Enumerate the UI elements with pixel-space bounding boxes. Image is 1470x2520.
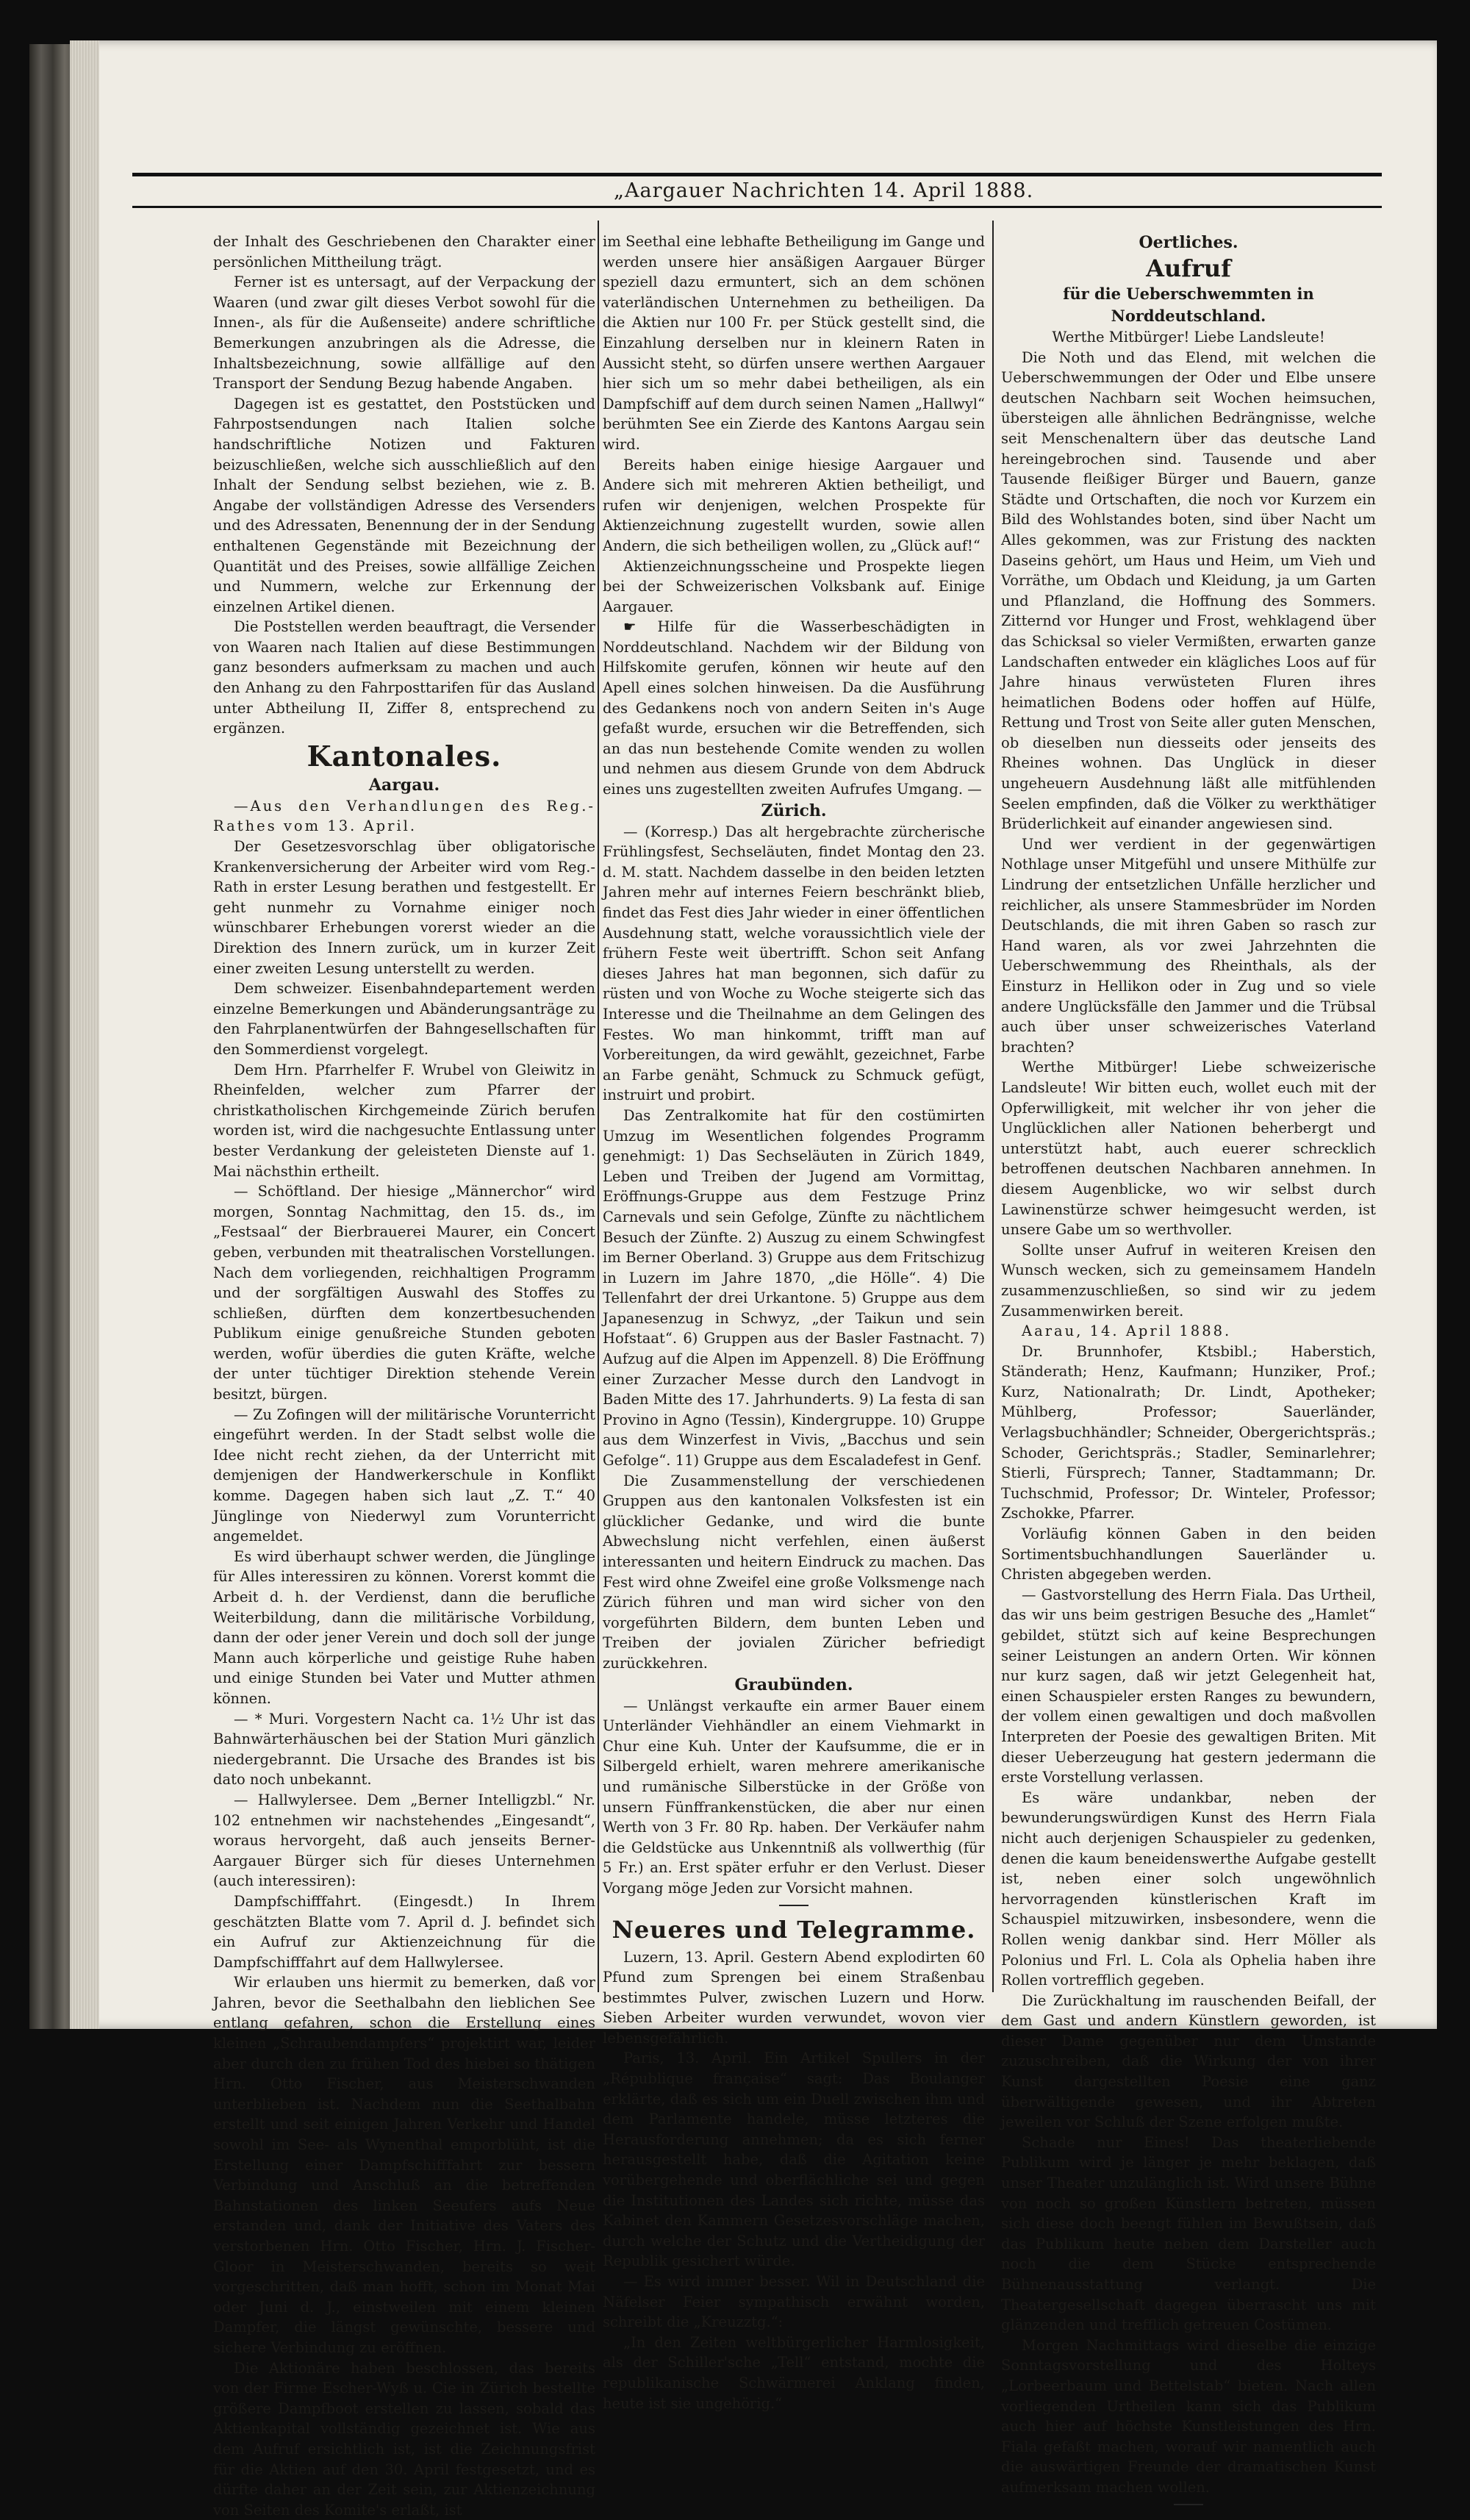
column-divider-1 — [598, 221, 599, 1992]
header-rule — [132, 206, 1382, 208]
page-header: „Aargauer Nachrichten 14. April 1888. — [614, 179, 1034, 202]
subheading-ueberschwemmte: für die Ueberschwemmten in Norddeutschland. — [1063, 284, 1314, 325]
paragraph: Luzern, 13. April. Gestern Abend explodirten 60 Pfund zum Sprengen bei einem Straßenbau bestimmtes Pulver, zwischen Luzern und Horw. Sieben Arbeiter wurden verwundet, wovon vier lebensgefährlich. — [603, 1948, 985, 2047]
subheading-oertliches: Oertliches. — [1139, 233, 1238, 252]
paragraph: Die Poststellen werden beauftragt, die Versender von Waaren nach Italien auf diese Bestimmungen ganz besonders aufmerksam zu machen und auch den Anhang zu den Fahrposttarifen für das Ausland unter Abtheilung II, Ziffer 8, entsprechend zu ergänzen. — [213, 618, 595, 737]
paragraph: Und wer verdient in der gegenwärtigen Nothlage unser Mitgefühl und unsere Mithülfe zur Lindrung der entsetzlichen Unfälle herzlicher und reichlicher, als unsere Stammesbrüder im Norden Deutschlands, die mit ihren Gaben so rasch zur Hand waren, als vor zwei Jahrzehnten die Ueberschwemmung des Rheinthals, als der Einsturz in Hellikon oder in Zug und so viele andere Unglücksfälle den Jammer und die Trübsal auch über unser schweizerisches Vaterland brachten? — [1001, 835, 1376, 1056]
paragraph: Dampfschifffahrt. (Eingesdt.) In Ihrem geschätzten Blatte vom 7. April d. J. befindet sich ein Aufruf zur Aktienzeichnung für die Dampfschifffahrt auf dem Hallwylersee. — [213, 1892, 595, 1971]
column-3 — [1001, 232, 1376, 2496]
page-stack-edge — [70, 40, 99, 2029]
separator — [779, 1905, 808, 1906]
paragraph: Die Aktionäre haben beschlossen, das bereits von der Firme Escher-Wyß u. Cie in Zürich bestellte größere Dampfboot erstellen zu lassen, sobald das Aktienkapital vollständig gezeichnet ist. Wie aus dem Aufruf ersichtlich ist, ist die Zeichnungsfrist für die Aktien auf den 30. April festgesetzt, und es dürfte daher an der Zeit sein, zur Aktienzeichnung von Seiten des Komite's erlaßt, ist — [213, 2359, 595, 2519]
column-1 — [213, 232, 595, 2519]
paragraph: — Zu Zofingen will der militärische Vorunterricht eingeführt werden. In der Stadt selbst wolle die Idee nicht recht ziehen, da der Unterricht mit demjenigen der Handwerkerschule in Konflikt komme. Dagegen haben sich laut „Z. T.“ 40 Jünglinge von Niederwyl zum Vorunterricht angemeldet. — [213, 1406, 595, 1545]
paragraph: — (Korresp.) Das alt hergebrachte zürcherische Frühlingsfest, Sechseläuten, findet Montag den 23. d. M. statt. Nachdem dasselbe in den beiden letzten Jahren mehr auf internes Feiern beschränkt blieb, findet das Fest dies Jahr wieder in einer öffentlichen Ausdehnung statt, welche voraussichtlich viele der frühern Feste weit übertrifft. Schon seit Anfang dieses Jahres hat man begonnen, sich dafür zu rüsten und von Woche zu Woche steigerte sich das Interesse und die Theilnahme an dem Gelingen des Festes. Wo man hinkommt, trifft man auf Vorbereitungen, da wird gewählt, gezeichnet, Farbe an Farbe genäht, Schmuck zu Schmuck gefügt, instruirt und probirt. — [603, 823, 985, 1104]
paragraph: Bereits haben einige hiesige Aargauer und Andere sich mit mehreren Aktien betheiligt, und rufen wir denjenigen, welchen Prospekte für Aktienzeichnung zugestellt wurden, sowie allen Andern, die sich betheiligen wollen, zu „Glück auf!“ — [603, 456, 985, 554]
signatories: Dr. Brunnhofer, Ktsbibl.; Haberstich, Ständerath; Henz, Kaufmann; Hunziker, Prof.; Kurz, Nationalrath; Dr. Lindt, Apotheker; Mühlberg, Professor; Sauerländer, Verlagsbuchhändler; Schneider, Obergerichtspräs.; Schoder, Gerichtspräs.; Stadler, Seminarlehrer; Stierli, Fürsprech; Tanner, Stadtammann; Dr. Tuchschmid, Professor; Dr. Winteler, Professor; Zschokke, Pfarrer. — [1001, 1342, 1376, 1522]
paragraph: Die Zusammenstellung der verschiedenen Gruppen aus den kantonalen Volksfesten ist ein glücklicher Gedanke, und wird die bunte Abwechslung nicht verfehlen, einen äußerst interessanten und heitern Eindruck zu machen. Das Fest wird ohne Zweifel eine große Volksmenge nach Zürich führen und man wird sicher von den vorgeführten Bildern, dem bunten Leben und Treiben der jovialen Züricher befriedigt zurückkehren. — [603, 1472, 985, 1672]
section-heading-kantonales: Kantonales. — [306, 739, 502, 773]
paragraph: Es wäre undankbar, neben der bewunderungswürdigen Kunst des Herrn Fiala nicht auch derjenigen Schauspieler zu gedenken, denen die kaum beneidenswerthe Aufgabe gestellt ist, neben einer solch ungewöhnlich hervorragenden künstlerischen Kraft im Schauspiel mitzuwirken, insbesondere, wenn die Rollen wenig dankbar sind. Herr Möller als Polonius und Frl. L. Cola als Ophelia haben ihre Rollen vortrefflich gegeben. — [1001, 1789, 1376, 1989]
paragraph: Vorläufig können Gaben in den beiden Sortimentsbuchhandlungen Sauerländer u. Christen abgegeben werden. — [1001, 1525, 1376, 1583]
paragraph: Wir erlauben uns hiermit zu bemerken, daß vor Jahren, bevor die Seethalbahn den lieblichen See entlang gefahren, schon die Erstellung eines kleinen „Schraubendampfers“ projektirt war, leider aber durch den zu frühen Tod des hiebei so thätigen Hrn. Otto Fischer, aus Meisterschwanden unterblieben ist. Nachdem nun die Seethalbahn erstellt und seit einigen Jahren Verkehr und Handel sowohl im See- als Wynenthal emporblüht, ist die Erstellung einer Dampfschifffahrt zur bessern Verbindung und Anschluß an die betreffenden Bahnstationen des linken Seeufers aufs Neue erstanden und, dank der Initiative des Vaters des verstorbenen Hrn. Otto Fischer, Hrn. J. Fischer-Gloor in Meisterschwanden, bereits so weit vorgeschritten, daß man hofft, schon im Monat Mai oder Juni d. J., einstweilen mit einem kleinen Dampfer, die längst gewünschte, bessere und sichere Verbindung zu eröffnen. — [213, 1974, 595, 2356]
subheading-graubuenden: Graubünden. — [734, 1675, 853, 1694]
paragraph: Der Gesetzesvorschlag über obligatorische Krankenversicherung der Arbeiter wird vom Reg.-Rath in erster Lesung berathen und festgestellt. Er geht nunmehr zu Vornahme einiger noch wünschbarer Erhebungen vorerst wieder an die Direktion des Innern zurück, um in kurzer Zeit einer zweiten Lesung unterstellt zu werden. — [213, 838, 595, 977]
paragraph: Die Noth und das Elend, mit welchen die Ueberschwemmungen der Oder und Elbe unsere deutschen Nachbarn seit Wochen heimsuchen, übersteigen alle ähnlichen Bedrängnisse, welche seit Menschenaltern über das deutsche Land hereingebrochen sind. Tausende und aber Tausende fleißiger Bürger und Bauern, ganze Städte und Ortschaften, die noch vor Kurzem ein Bild des Wohlstandes boten, sind über Nacht um Alles gekommen, was zur Fristung des nackten Daseins gehört, um Haus und Heim, um Vieh und Vorräthe, um Obdach und Kleidung, ja um Garten und Pflanzland, die Hoffnung des Sommers. Zitternd vor Hunger und Frost, wehklagend über das Schicksal so vieler Vermißten, erwarten ganze Landschaften entweder ein klägliches Loos auf für Jahre hinaus verwüsteten Fluren ihres heimatlichen Bodens oder hoffen auf Hülfe, Rettung und Trost von Seite aller guten Menschen, ob dieselben nun diesseits oder jenseits des Rheines wohnen. Das Unglück in dieser ungeheuern Ausdehnung läßt alle mitfühlenden Seelen empfinden, daß die Völker zu werkthätiger Brüderlichkeit auf einander angewiesen sind. — [1001, 348, 1376, 833]
heading-aufruf: Aufruf — [1146, 254, 1231, 282]
paragraph: der Inhalt des Geschriebenen den Charakter einer persönlichen Mittheilung trägt. — [213, 233, 595, 271]
top-rule — [132, 173, 1382, 176]
paragraph: Morgen Nachmittags wird dieselbe die einzige Sonntagsvorstellung und des Holteys „Lorbeerbaum und Bettelstab“ bieten. Nach allen vorliegenden Urtheilen kann sich das Publikum auch hier auf höchste Kunstleistungen des Hrn. Fiala gefaßt machen, worauf wir namentlich auch die auswärtigen Freunde der dramatischen Kunst aufmerksam machen wollen. — [1001, 2336, 1376, 2496]
paragraph: —Aus den Verhandlungen des Reg.-Rathes vom 13. April. — [213, 797, 595, 835]
paragraph: — Schöftland. Der hiesige „Männerchor“ wird morgen, Sonntag Nachmittag, den 15. ds., im „Festsaal“ der Bierbrauerei Maurer, ein Concert geben, verbunden mit theatralischen Vorstellungen. Nach dem vorliegenden, reichhaltigen Programm und der sorgfältigen Auswahl des Stoffes zu schließen, dürften dem konzertbesuchenden Publikum einige genußreiche Stunden geboten werden, wofür überdies die guten Kräfte, welche der unter tüchtiger Direktion stehende Verein besitzt, bürgen. — [213, 1183, 595, 1403]
paragraph: — Gastvorstellung des Herrn Fiala. Das Urtheil, das wir uns beim gestrigen Besuche des „Hamlet“ gebildet, stützt sich auf keine Besprechungen seiner Leistungen an andern Orten. Wir können nur kurz sagen, daß wir jetzt Gelegenheit hat, einen Schauspieler ersten Ranges zu bewundern, der vollem einen gewaltigen und doch maßvollen Interpreten der Poesie des gewaltigen Briten. Mit dieser Ueberzeugung hat gestern jedermann die erste Vorstellung verlassen. — [1001, 1586, 1376, 1786]
paragraph: Es wird überhaupt schwer werden, die Jünglinge für Alles interessiren zu können. Vorerst kommt die Arbeit d. h. der Verdienst, dann die berufliche Weiterbildung, dann die militärische Vorbildung, dann der oder jener Verein und doch soll der junge Mann auch körperliche und geistige Ruhe haben und einige Stunden bei Vater und Mutter athmen können. — [213, 1547, 595, 1707]
paragraph: Dem schweizer. Eisenbahndepartement werden einzelne Bemerkungen und Abänderungsanträge zu den Fahrplanentwürfen der Bahngesellschaften für den Sommerdienst vorgelegt. — [213, 980, 595, 1058]
paragraph: Die Zurückhaltung im rauschenden Beifall, der dem Gast und andern Künstlern geworden, ist dieser Dame gegenüber nur dem Umstande zuzuschreiben, daß die Wirkung der von ihrer Kunst dargestellten Poesie eine ganz überwältigende gewesen, und ihr Abtreten jeweilen vor Schluß der Szene erfolgen mußte. — [1001, 1991, 1376, 2131]
greeting: Werthe Mitbürger! Liebe Landsleute! — [1052, 329, 1325, 346]
paragraph: Ferner ist es untersagt, auf der Verpackung der Waaren (und zwar gilt dieses Verbot sowohl für die Innen-, als für die Außenseite) andere schriftliche Bemerkungen anzubringen als die Adresse, die Inhaltsbezeichnung, sowie allfällige auf den Transport der Sendung Bezug habende Angaben. — [213, 273, 595, 393]
paragraph: Dagegen ist es gestattet, den Poststücken und Fahrpostsendungen nach Italien solche handschriftliche Notizen und Fakturen beizuschließen, welche sich ausschließlich auf den Inhalt der Sendung selbst beziehen, wie z. B. Angabe der vollständigen Adresse des Versenders und des Adressaten, Benennung der in der Sendung enthaltenen Gegenstände mit Bezeichnung der Quantität und des Preises, sowie allfällige Zeichen und Nummern, welche zur Erkennung der einzelnen Artikel dienen. — [213, 395, 595, 615]
column-2 — [603, 232, 985, 2412]
paragraph: — Es wird immer besser. Wil in Deutschland die Näfelser Feier sympathisch erwähnt worden, schreibt die „Kreuzztg.“: — [603, 2273, 985, 2331]
paragraph: ☛ Hilfe für die Wasserbeschädigten in Norddeutschland. Nachdem wir der Bildung von Hilfskomite gerufen, können wir heute auf den Apell eines solchen hinweisen. Da die Ausführung des Gedankens noch von andern Seiten in's Auge gefaßt wurde, ersuchen wir die Betreffenden, sich an das nun bestehende Comite wenden zu wollen und nehmen aus diesem Grunde von dem Abdruck eines uns zugestellten zweiten Aufrufes Umgang. — — [603, 618, 985, 798]
paragraph: — Hallwylersee. Dem „Berner Intelligzbl.“ Nr. 102 entnehmen wir nachstehendes „Eingesandt“, woraus hervorgeht, daß auch jenseits Berner-Aargauer Bürger sich für dieses Unternehmen (auch interessiren): — [213, 1791, 595, 1890]
paragraph: Dem Hrn. Pfarrhelfer F. Wrubel von Gleiwitz in Rheinfelden, welcher zum Pfarrer der christkatholischen Kirchgemeinde Zürich berufen worden ist, wird die nachgesuchte Entlassung unter bester Verdankung der geleisteten Dienste auf 1. Mai nächsthin ertheilt. — [213, 1061, 595, 1180]
subheading-aargau: Aargau. — [368, 775, 440, 795]
paragraph: — Unlängst verkaufte ein armer Bauer einem Unterländer Viehhändler an einem Viehmarkt in Chur eine Kuh. Unter der Kaufsumme, die er in Silbergeld erhielt, waren mehrere amerikanische und rumänische Silberstücke in der Größe von unsern Fünffrankenstücken, die aber nur einen Werth von 3 Fr. 80 Rp. haben. Der Verkäufer nahm die Geldstücke aus Unkenntniß als vollwerthig (für 5 Fr.) an. Erst später erfuhr er den Verlust. Dieser Vorgang möge Jeden zur Vorsicht mahnen. — [603, 1697, 985, 1897]
paragraph: — * Muri. Vorgestern Nacht ca. 1½ Uhr ist das Bahnwärterhäuschen bei der Station Muri gänzlich niedergebrannt. Die Ursache des Brandes ist bis dato noch unbekannt. — [213, 1710, 595, 1789]
paragraph: Aktienzeichnungsscheine und Prospekte liegen bei der Schweizerischen Volksbank auf. Einige Aargauer. — [603, 557, 985, 615]
paragraph: „In den Zeiten weltbürgerlicher Harmlosigkeit, als der Schiller'sche „Tell“ entstand, mochte die republikanische Schwärmerei Anklang finden, heute ist sie ungehörig.“ — [603, 2333, 985, 2412]
dateline: Aarau, 14. April 1888. — [1022, 1322, 1232, 1340]
separator — [1174, 2504, 1203, 2505]
subheading-zuerich: Zürich. — [761, 801, 827, 820]
paragraph: Schade nur Eines! Das theaterliebende Publikum wird je länger je mehr beklagen, daß unser Theater unzulänglich ist. Wird unsere Bühne von noch so großen Künstlern betreten, müssen sich diese doch beengt fühlen im Bewußtsein, daß das Publikum heute neben dem Darsteller auch noch die dem Stücke entsprechende Bühnenausstattung verlangt. Die Theatergesellschaft dagegen überrascht uns mit glänzenden und trefflich getreuen Costümen. — [1001, 2133, 1376, 2334]
column-divider-2 — [992, 221, 994, 1992]
paragraph: Das Zentralkomite hat für den costümirten Umzug im Wesentlichen folgendes Programm genehmigt: 1) Das Sechseläuten in Zürich 1849, Leben und Treiben der Jugend am Vormittag, Eröffnungs-Gruppe aus dem Festzuge Prinz Carnevals und sein Gefolge, Zünfte zu nächtlichem Besuch der Zünfte. 2) Auszug zu einem Schwingfest im Berner Oberland. 3) Gruppe aus dem Fritschizug in Luzern im Jahre 1870, „die Hölle“. 4) Die Tellenfahrt der drei Urkantone. 5) Gruppe aus dem Japanesenzug in Schwyz, „der Taikun und sein Hofstaat“. 6) Gruppen aus der Basler Fastnacht. 7) Aufzug auf die Alpen im Appenzell. 8) Die Eröffnung einer Zurzacher Messe durch den Landvogt in Baden Mitte des 17. Jahrhunderts. 9) La festa di san Provino in Agno (Tessin), Kindergruppe. 10) Gruppe aus dem Winzerfest in Vivis, „Bacchus und sein Gefolge“. 11) Gruppe aus dem Escaladefest in Genf. — [603, 1106, 985, 1470]
paragraph: Werthe Mitbürger! Liebe schweizerische Landsleute! Wir bitten euch, wollet euch mit der Opferwilligkeit, mit welcher ihr von jeher die Unglücklichen aller Nationen beherbergt und unterstützt habt, auch euerer schrecklich betroffenen deutschen Nachbaren annehmen. In diesem Augenblicke, wo wir selbst durch Lawinenstürze schwer heimgesucht werden, ist unsere Gabe um so werthvoller. — [1001, 1059, 1376, 1239]
paragraph: Paris, 13. April. Ein Artikel Spullers in der „République française“ sagt: Das Boulanger erklärte, daß es sich um ein Duell zwischen ihm und dem Parlamente handele, müsse letzteres die Herausforderung annehmen; da es sich ferner herausgestellt habe, daß die Agitation keine vorübergehende und oberflächliche sei und gegen die Institutionen des Landes sich richte, müsse das Kabinet den Kammern Gesetzesvorschläge machen, durch welche der Schutz und die Vertheidigung der Republik gesichert würde. — [603, 2050, 985, 2270]
section-heading-telegramme: Neueres und Telegramme. — [612, 1915, 976, 1944]
paragraph: im Seethal eine lebhafte Betheiligung im Gange und werden unsere hier ansäßigen Aargauer Bürger speziell dazu ermuntert, sich an dem schönen vaterländischen Unternehmen zu betheiligen. Da die Aktien nur 100 Fr. per Stück gestellt sind, die Einzahlung derselben nur in kleinern Raten in Aussicht steht, so dürfen unsere werthen Aargauer hier sich um so mehr dabei betheiligen, als ein Dampfschiff auf dem durch seinen Namen „Hallwyl“ berühmten See ein Zierde des Kantons Aargau sein wird. — [603, 233, 985, 453]
paragraph: Sollte unser Aufruf in weiteren Kreisen den Wunsch wecken, sich zu gemeinsamem Handeln zusammenzuschließen, so sind wir zu jedem Zusammenwirken bereit. — [1001, 1241, 1376, 1320]
